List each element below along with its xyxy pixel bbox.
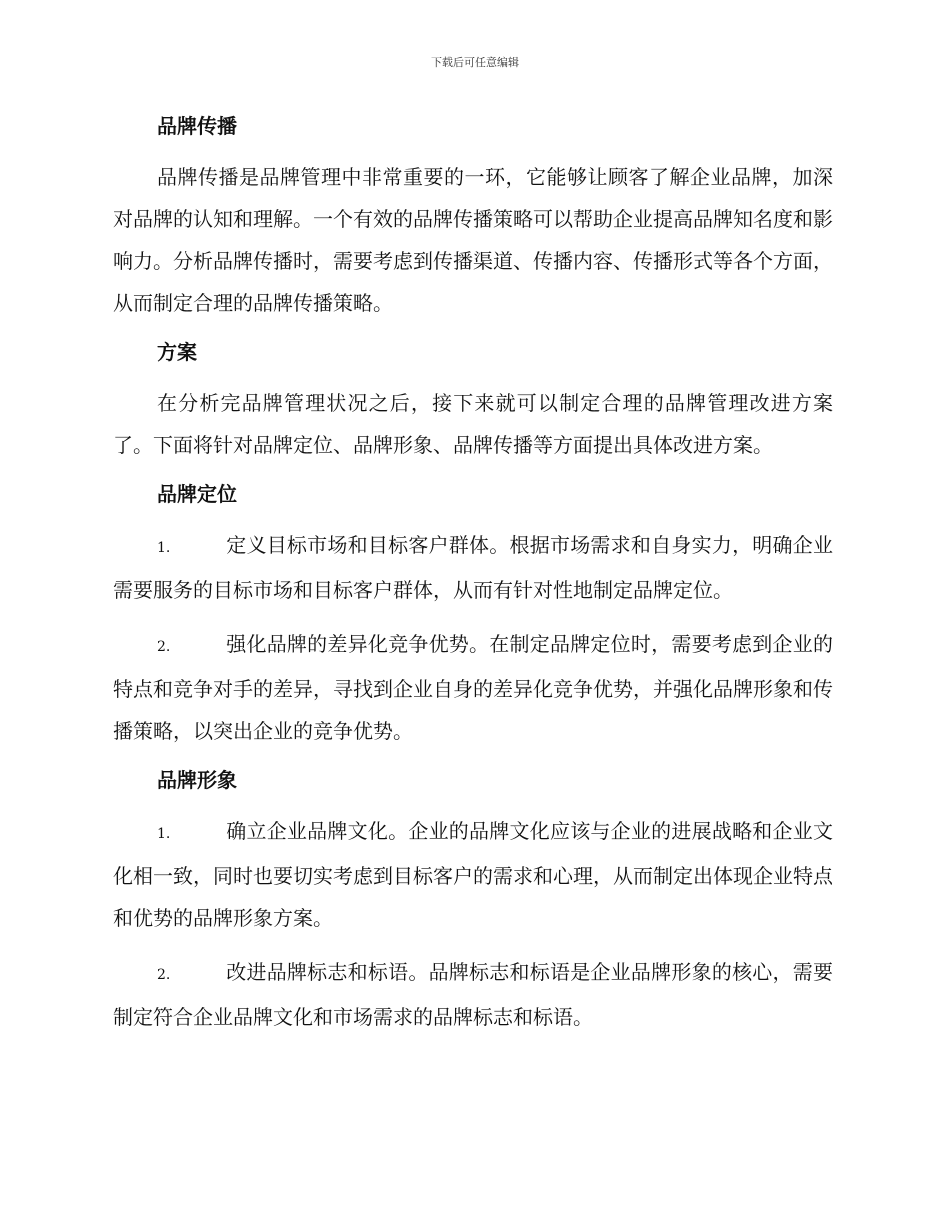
list-item	[113, 951, 833, 1038]
list-item-number: 1.	[157, 826, 171, 842]
section-heading-brand-positioning: 品牌定位	[157, 482, 237, 506]
section-paragraph-brand-communication: 品牌传播是品牌管理中非常重要的一环，它能够让顾客了解企业品牌，加深对品牌的认知和理解。一个有效的品牌传播策略可以帮助企业提高品牌知名度和影响力。分析品牌传播时，需要考虑到传播渠道、传播内容、传播形式等各个方面，从而制定合理的品牌传播策略。	[113, 165, 833, 315]
section-heading-brand-image: 品牌形象	[157, 768, 237, 792]
list-item-text: 定义目标市场和目标客户群体。根据市场需求和自身实力，明确企业需要服务的目标市场和目标客户群体，从而有针对性地制定品牌定位。	[113, 533, 833, 602]
document-body	[113, 110, 833, 1038]
list-item-number: 2.	[157, 639, 171, 655]
list-item-text: 确立企业品牌文化。企业的品牌文化应该与企业的进展战略和企业文化相一致，同时也要切实考虑到目标客户的需求和心理，从而制定出体现企业特点和优势的品牌形象方案。	[113, 819, 833, 930]
list-item-number: 2.	[157, 967, 171, 983]
section-heading-plan: 方案	[157, 340, 197, 364]
list-item	[113, 623, 833, 752]
list-item	[113, 524, 833, 611]
list-item-text: 改进品牌标志和标语。品牌标志和标语是企业品牌形象的核心，需要制定符合企业品牌文化和市场需求的品牌标志和标语。	[113, 960, 833, 1029]
page-header: 下载后可任意编辑	[431, 56, 519, 69]
section-paragraph-plan: 在分析完品牌管理状况之后，接下来就可以制定合理的品牌管理改进方案了。下面将针对品牌定位、品牌形象、品牌传播等方面提出具体改进方案。	[113, 391, 833, 457]
section-heading-brand-communication: 品牌传播	[157, 114, 237, 138]
list-item	[113, 810, 833, 939]
list-item-text: 强化品牌的差异化竞争优势。在制定品牌定位时，需要考虑到企业的特点和竞争对手的差异，寻找到企业自身的差异化竞争优势，并强化品牌形象和传播策略，以突出企业的竞争优势。	[113, 632, 833, 743]
list-item-number: 1.	[157, 540, 171, 556]
